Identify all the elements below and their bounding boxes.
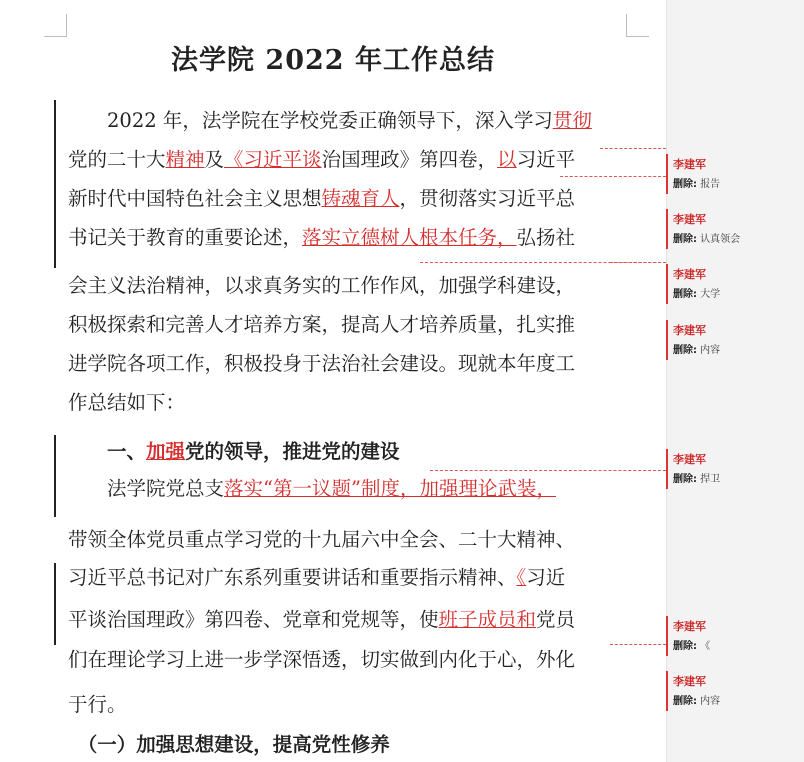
text-line (68, 474, 628, 504)
deleted-text: 内容 (697, 345, 721, 356)
text-run: 治国理政》第四卷， (321, 148, 498, 171)
comment-connector (610, 644, 666, 645)
inserted-text: 《习近平谈 (224, 148, 322, 171)
comment-deletion (673, 285, 720, 300)
comment-author: 李建军 (673, 324, 706, 337)
comment-deletion (673, 230, 740, 245)
comment-connector (560, 176, 666, 177)
text-line (68, 223, 628, 253)
text-line (68, 605, 628, 635)
text-run: 法学院党总支 (68, 477, 225, 500)
text-run: 2022 年，法学院在学校党委正确领导下，深入学习 (68, 109, 553, 132)
comment-deletion (673, 341, 720, 356)
text-run: 弘扬社 (516, 226, 576, 249)
text-run: 会主义法治精神，以求真务实的工作作风，加强学科建设， (68, 274, 576, 297)
comment-deletion (673, 692, 720, 707)
text-run: 党员 (536, 608, 576, 631)
revision-comment[interactable] (666, 154, 788, 194)
revision-comment[interactable] (666, 264, 788, 304)
text-line (68, 563, 628, 593)
text-run: 党的领导，推进党的建设 (185, 440, 400, 463)
deletion-label: 删除: (673, 234, 697, 245)
revision-comment[interactable] (666, 449, 788, 489)
revision-comment[interactable] (666, 671, 788, 711)
text-run: 一、 (68, 440, 147, 463)
comment-author: 李建军 (673, 158, 706, 171)
text-run: 习近平总书记对广东系列重要讲话和重要指示精神、 (68, 566, 517, 589)
change-bar (54, 100, 56, 268)
text-line (68, 388, 628, 418)
inserted-text: 加强 (146, 440, 186, 463)
comment-author: 李建军 (673, 675, 706, 688)
deleted-text: 捍卫 (697, 474, 721, 485)
comment-connector (600, 148, 666, 149)
comment-author: 李建军 (673, 268, 706, 281)
inserted-text: 铸魂育人 (321, 187, 400, 210)
revision-comment[interactable] (666, 616, 788, 656)
comment-author: 李建军 (673, 620, 706, 633)
text-run: 带领全体党员重点学习党的十九届六中全会、二十大精神、 (68, 528, 576, 551)
inserted-text: 班子成员和 (438, 608, 537, 631)
deleted-text: 报告 (697, 179, 721, 190)
comment-connector (430, 470, 666, 471)
text-run: ，贯彻落实习近平总 (399, 187, 576, 210)
inserted-text: 《 (516, 566, 527, 589)
text-run: 书记关于教育的重要论述， (68, 226, 303, 249)
text-run: 党的二十大 (68, 148, 166, 171)
crop-mark-top-left (44, 14, 67, 37)
inserted-text: 落实立德树人根本任务， (302, 226, 517, 249)
comment-author: 李建军 (673, 213, 706, 226)
deletion-label: 删除: (673, 345, 697, 356)
deletion-label: 删除: (673, 641, 697, 652)
text-run: 习近平 (516, 148, 576, 171)
text-line (68, 645, 628, 675)
text-line (68, 271, 628, 301)
text-line (68, 690, 628, 720)
text-line (68, 145, 628, 175)
inserted-text: 精神 (165, 148, 205, 171)
deleted-text: 大学 (697, 289, 721, 300)
text-run: 及 (204, 148, 225, 171)
text-run: 新时代中国特色社会主义思想 (68, 187, 322, 210)
deleted-text: 认真领会 (697, 234, 741, 245)
text-line (68, 349, 628, 379)
text-line (68, 525, 628, 555)
revision-comment[interactable] (666, 320, 788, 360)
text-line (68, 310, 628, 340)
comment-deletion (673, 470, 720, 485)
inserted-text: 落实“第一议题”制度，加强理论武装， (224, 477, 556, 500)
text-run: 积极探索和完善人才培养方案，提高人才培养质量，扎实推 (68, 313, 576, 336)
comment-deletion (673, 175, 720, 190)
text-run: 习近 (526, 566, 566, 589)
text-run: 们在理论学习上进一步学深悟透，切实做到内化于心，外化 (68, 648, 576, 671)
deletion-label: 删除: (673, 179, 697, 190)
text-run: 作总结如下： (68, 391, 186, 414)
deletion-label: 删除: (673, 474, 697, 485)
text-line (68, 106, 628, 136)
comment-deletion (673, 637, 710, 652)
inserted-text: 以 (497, 148, 517, 171)
deleted-text: 《 (697, 641, 711, 652)
document-title: 法学院 2022 年工作总结 (171, 45, 495, 76)
text-line (68, 437, 628, 467)
text-line (68, 730, 628, 760)
deletion-label: 删除: (673, 696, 697, 707)
change-bar (54, 563, 56, 645)
text-run: 平谈治国理政》第四卷、党章和党规等，使 (68, 608, 439, 631)
text-run: （一）加强思想建设，提高党性修养 (68, 733, 390, 756)
change-bar (54, 435, 56, 517)
comment-author: 李建军 (673, 453, 706, 466)
text-line (68, 184, 628, 214)
text-run: 于行。 (68, 693, 127, 716)
inserted-text: 贯彻 (552, 109, 592, 132)
text-run: 进学院各项工作，积极投身于法治社会建设。现就本年度工 (68, 352, 576, 375)
revision-comment[interactable] (666, 209, 788, 249)
crop-mark-top-right (626, 14, 649, 37)
comment-connector (610, 262, 666, 263)
deleted-text: 内容 (697, 696, 721, 707)
deletion-label: 删除: (673, 289, 697, 300)
